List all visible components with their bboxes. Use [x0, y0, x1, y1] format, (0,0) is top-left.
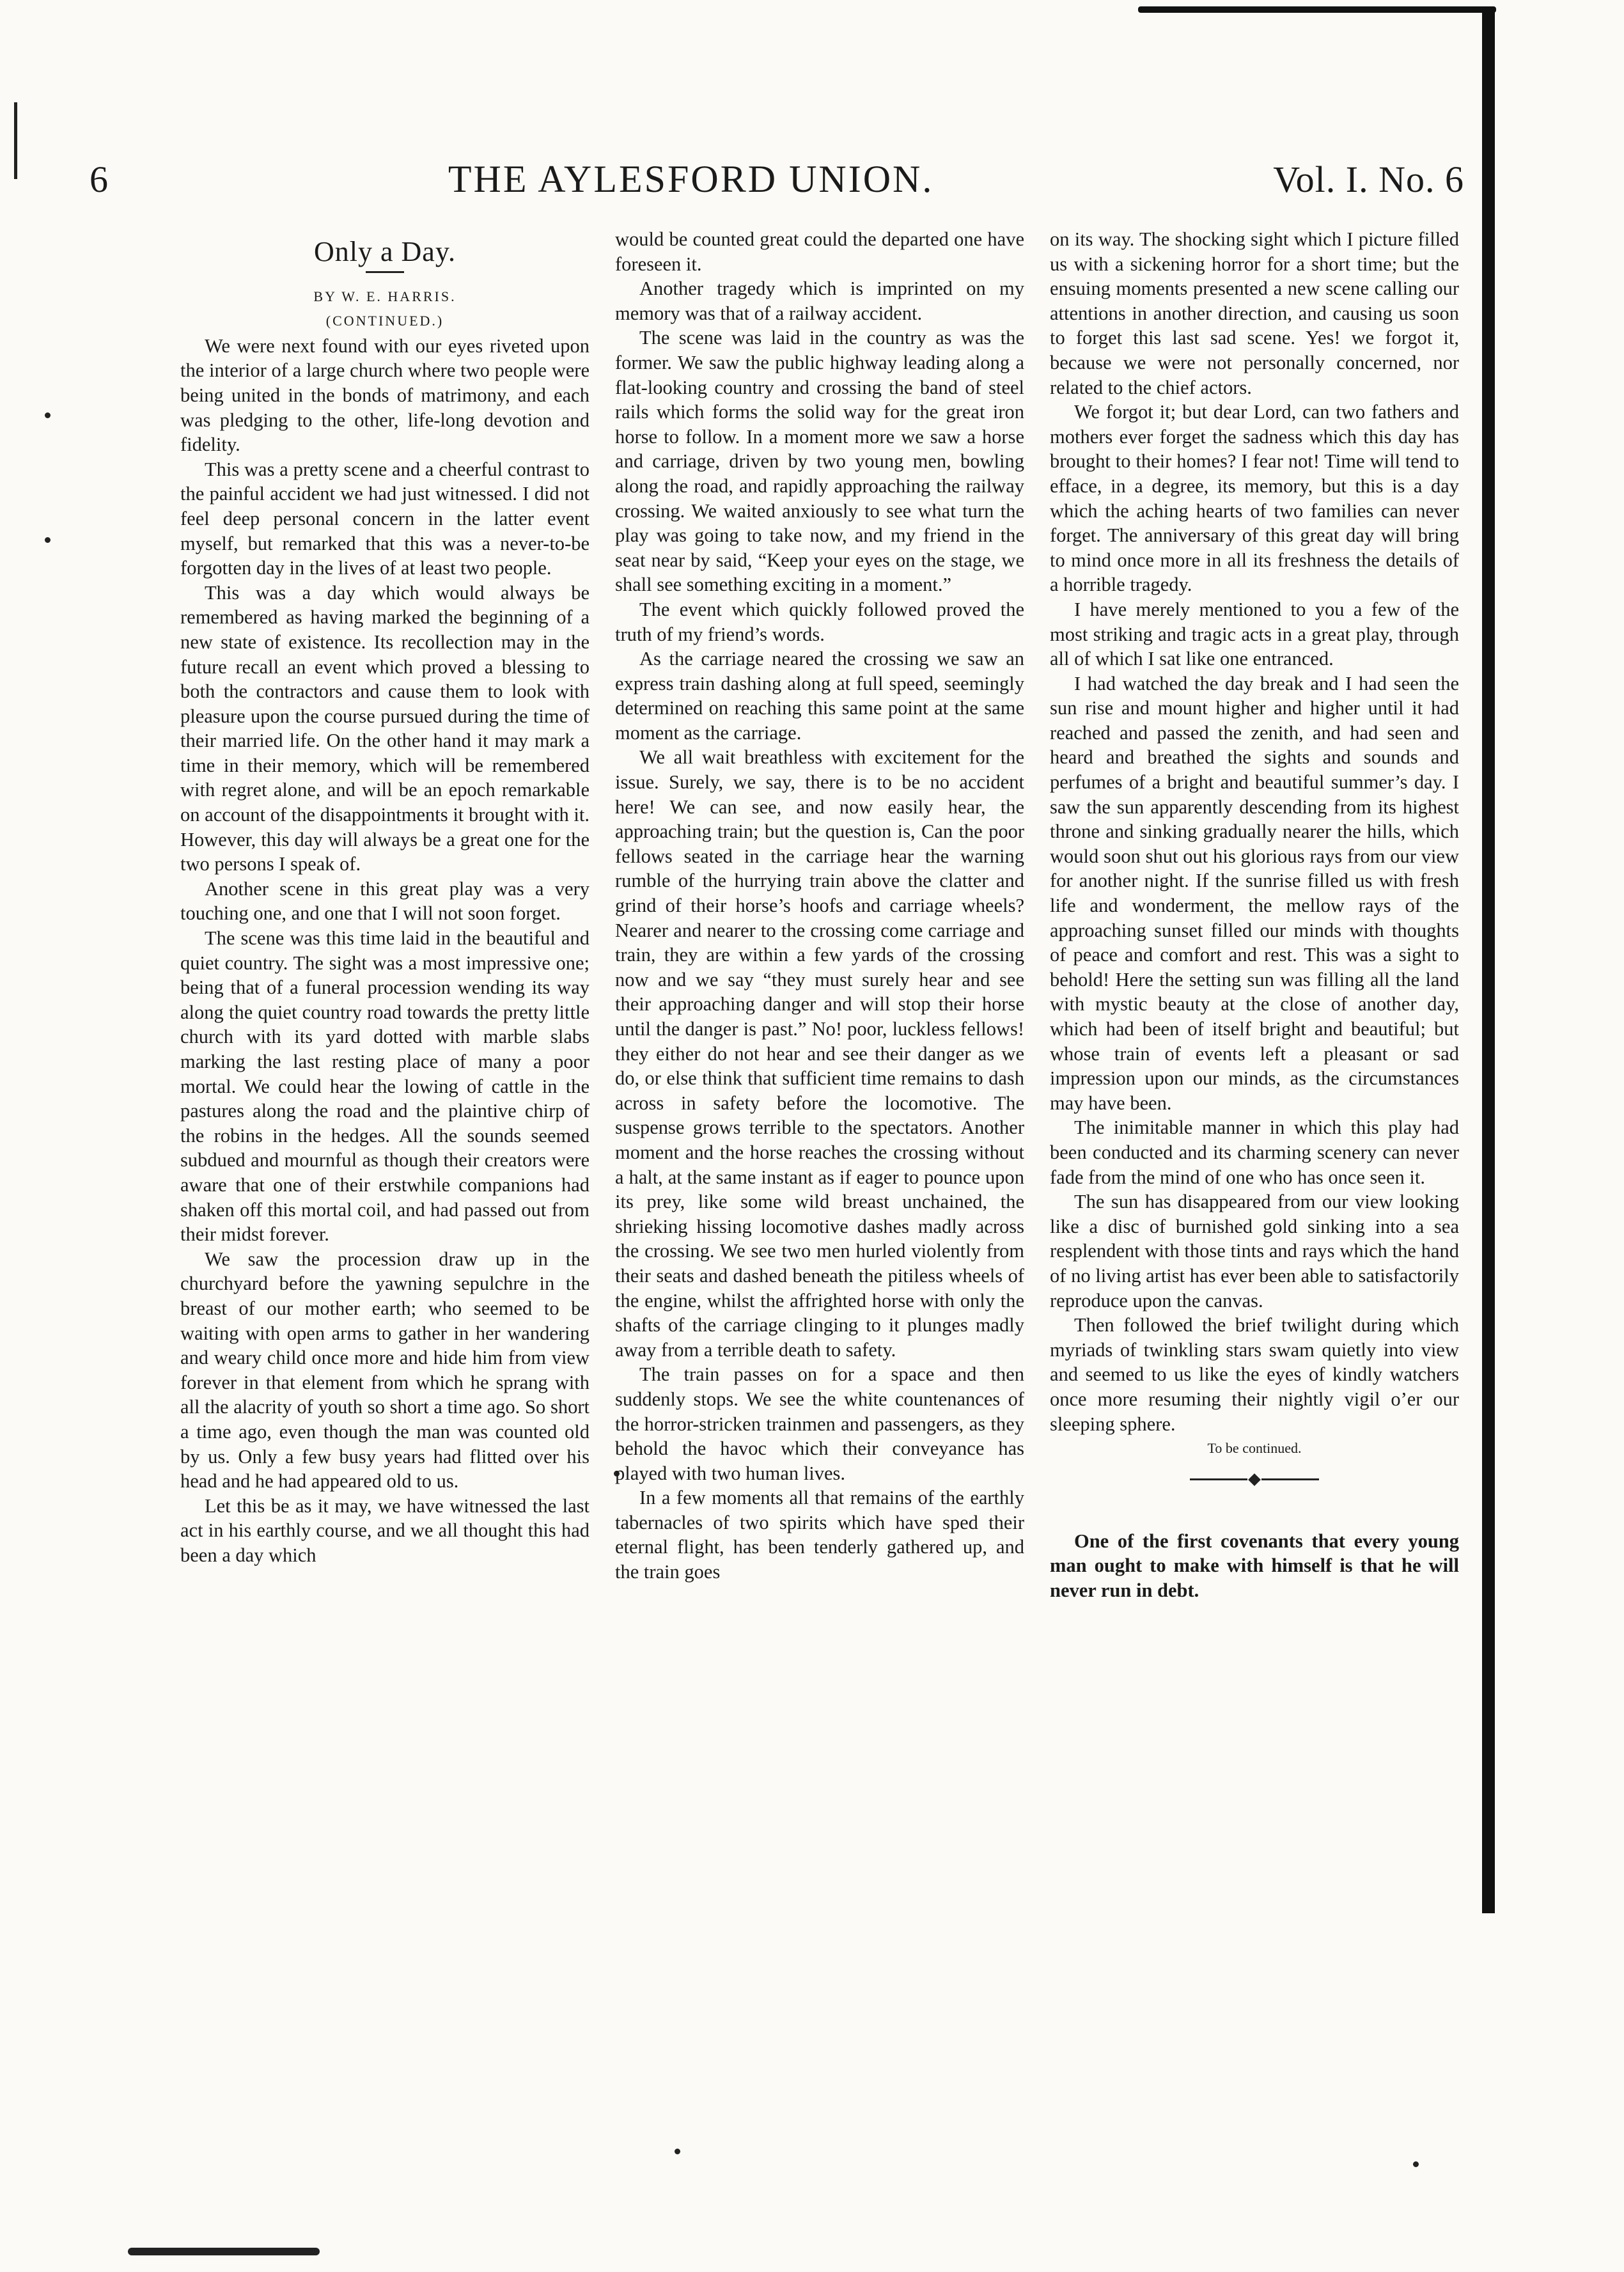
continued-note: (CONTINUED.) [325, 313, 444, 329]
paragraph: We were next found with our eyes riveted upon the interior of a large church where two people were being united in the bonds of matrimony, and each was pledging to the other, life-long devotion and fidelity. [180, 334, 589, 456]
filler-paragraph: One of the first covenants that every young man ought to make with himself is that he will never run in debt. [1050, 1530, 1459, 1601]
margin-dot [45, 537, 51, 543]
title-rule [366, 271, 404, 273]
article-title: Only a Day. [314, 236, 456, 267]
column-1 [180, 227, 589, 2158]
divider-ornament [1050, 1475, 1459, 1484]
left-margin-mark [14, 102, 17, 179]
right-margin-rule [1482, 8, 1495, 1913]
ornament-line [1190, 1478, 1247, 1480]
paragraph: As the carriage neared the crossing we saw an express train dashing along at full speed, seemingly determined on reaching this same point at the same moment as the carriage. [615, 648, 1024, 744]
margin-dot [1413, 2161, 1419, 2167]
bottom-edge-mark [128, 2248, 320, 2255]
paragraph: Let this be as it may, we have witnessed the last act in his earthly course, and we all thought this had been a day which [180, 1494, 589, 1566]
column-2 [615, 227, 1024, 2158]
paragraph: I had watched the day break and I had seen the sun rise and mount higher and higher until it had reached and passed the zenith, and had seen and heard and breathed the sights and sounds and perfumes of a bright and beautiful summer’s day. I saw the sun apparently descending from its highest throne and sinking gradually nearer the hills, which would soon shut out his glorious rays from our view for another night. If the sunrise filled us with fresh life and wonderment, the mellow rays of the approaching sunset filled our minds with thoughts of peace and comfort and rest. This was a sight to behold! Here the setting sun was filling all the land with mystic beauty at the close of another day, which had been of itself bright and beautiful; but whose train of events left a pleasant or sad impression upon our minds, as the circumstances may have been. [1050, 672, 1459, 1114]
paragraph: The inimitable manner in which this play had been conducted and its charming scenery can never fade from the mind of one who has once seen it. [1050, 1116, 1459, 1188]
newspaper-title: THE AYLESFORD UNION. [448, 157, 934, 200]
paragraph: The scene was laid in the country as was the former. We saw the public highway leading along a flat-looking country and crossing the band of steel rails which forms the solid way for the great iron horse to follow. In a moment more we saw a horse and carriage, driven by two young men, bowling along the road, and rapidly approaching the railway crossing. We waited anxiously to see what turn the play was going to take now, and my friend in the seat near by said, “Keep your eyes on the stage, we shall see something exciting in a moment.” [615, 327, 1024, 596]
paragraph: The train passes on for a space and then suddenly stops. We see the white countenances of the horror-stricken trainmen and passengers, as they behold the havoc which their conveyance has played with two human lives. [615, 1363, 1024, 1484]
paragraph: would be counted great could the departed one have foreseen it. [615, 228, 1024, 275]
paragraph: The scene was this time laid in the beautiful and quiet country. The sight was a most impressive one; being that of a funeral procession wending its way along the quiet country road towards the pretty little church with its yard dotted with marble slabs marking the last resting place of many a poor mortal. We could hear the lowing of cattle in the pastures along the road and the plaintive chirp of the robins in the hedges. All the sounds seemed subdued and mournful as though their creators were aware that one of their erstwhile companions had shaken off this mortal coil, and had passed out from their midst forever. [180, 927, 589, 1246]
paragraph: I have merely mentioned to you a few of the most striking and tragic acts in a great play, through all of which I sat like one entranced. [1050, 598, 1459, 670]
diamond-icon [1248, 1473, 1261, 1486]
paragraph: Then followed the brief twilight during which myriads of twinkling stars swam quietly into view and seemed to us like the eyes of kindly watchers once more resuming their nightly vigil o’er our sleeping sphere. [1050, 1314, 1459, 1435]
volume-issue: Vol. I. No. 6 [1273, 158, 1464, 200]
ornament-line [1261, 1478, 1319, 1480]
paragraph: In a few moments all that remains of the earthly tabernacles of two spirits which have sped their eternal flight, has been tenderly gathered up, and the train goes [615, 1487, 1024, 1583]
paragraph: This was a pretty scene and a cheerful contrast to the painful accident we had just witnessed. I did not feel deep personal concern in the latter event myself, but remarked that this was a never-to-be forgotten day in the lives of at least two people. [180, 458, 589, 579]
top-rule [1138, 6, 1496, 13]
article-columns [180, 227, 1459, 2158]
to-be-continued: To be continued. [1207, 1440, 1302, 1457]
byline: BY W. E. HARRIS. [313, 288, 457, 304]
paragraph: The sun has disappeared from our view looking like a disc of burnished gold sinking into a sea resplendent with those tints and rays which the hand of no living artist has ever been able to satisfactorily reproduce upon the canvas. [1050, 1191, 1459, 1312]
page-header [90, 153, 1464, 205]
margin-dot [45, 412, 51, 418]
column-3 [1050, 227, 1459, 2158]
page-number: 6 [90, 158, 109, 200]
paragraph: The event which quickly followed proved the truth of my friend’s words. [615, 598, 1024, 645]
paragraph: We all wait breathless with excitement for the issue. Surely, we say, there is to be no accident here! We can see, and now easily hear, the approaching train; but the question is, Can the poor fellows seated in the carriage hear the warning rumble of the hurrying train above the clatter and grind of their horse’s hoofs and carriage wheels? Nearer and nearer to the crossing come carriage and train, they are within a few yards of the crossing now and we say “they must surely hear and see their approaching danger and will stop their horse until the danger is past.” No! poor, luckless fellows! they either do not hear and see their danger as we do, or else think that sufficient time remains to dash across in safety before the locomotive. The suspense grows terrible to the spectators. Another moment and the horse reaches the crossing without a halt, at the same instant as if eager to pounce upon its prey, like some wild breast unchained, the shrieking hissing locomotive dashes madly across the crossing. We see two men hurled violently from their seats and dashed beneath the pitiless wheels of the engine, whilst the affrighted horse with only the shafts of the carriage clinging to it plunges madly away from a terrible death to safety. [615, 746, 1024, 1361]
paragraph: Another tragedy which is imprinted on my memory was that of a railway accident. [615, 278, 1024, 324]
paragraph: We saw the procession draw up in the churchyard before the yawning sepulchre in the breast of our mother earth; who seemed to be waiting with open arms to gather in her wandering and weary child once more and hide him from view forever in that element from which he sprang with all the alacrity of youth so short a time ago. So short a time ago, even though the man was counted old by us. Only a few busy years had flitted over his head and he had appeared old to us. [180, 1248, 589, 1492]
paragraph: This was a day which would always be remembered as having marked the beginning of a new state of existence. Its recollection may in the future recall an event which proved a blessing to both the contractors and cause them to look with pleasure upon the course pursued during the time of their married life. On the other hand it may mark a time in their memory, which will be remembered with regret alone, and will be an epoch remarkable on account of the disappointments it brought with it. However, this day will always be a great one for the two persons I speak of. [180, 581, 589, 875]
paragraph: on its way. The shocking sight which I picture filled us with a sickening horror for a short time; but the ensuing moments presented a new scene calling our attentions in another direction, and causing us soon to forget this last sad scene. Yes! we forgot it, because we were not personally concerned, nor related to the chief actors. [1050, 228, 1459, 398]
paragraph: Another scene in this great play was a very touching one, and one that I will not soon forget. [180, 877, 589, 925]
paragraph: We forgot it; but dear Lord, can two fathers and mothers ever forget the sadness which this day has brought to their homes? I fear not! Time will tend to efface, in a degree, its memory, but this is a day which the aching hearts of two families can never forget. The anniversary of this great day will bring to mind once more in all its freshness the details of a horrible tragedy. [1050, 401, 1459, 596]
